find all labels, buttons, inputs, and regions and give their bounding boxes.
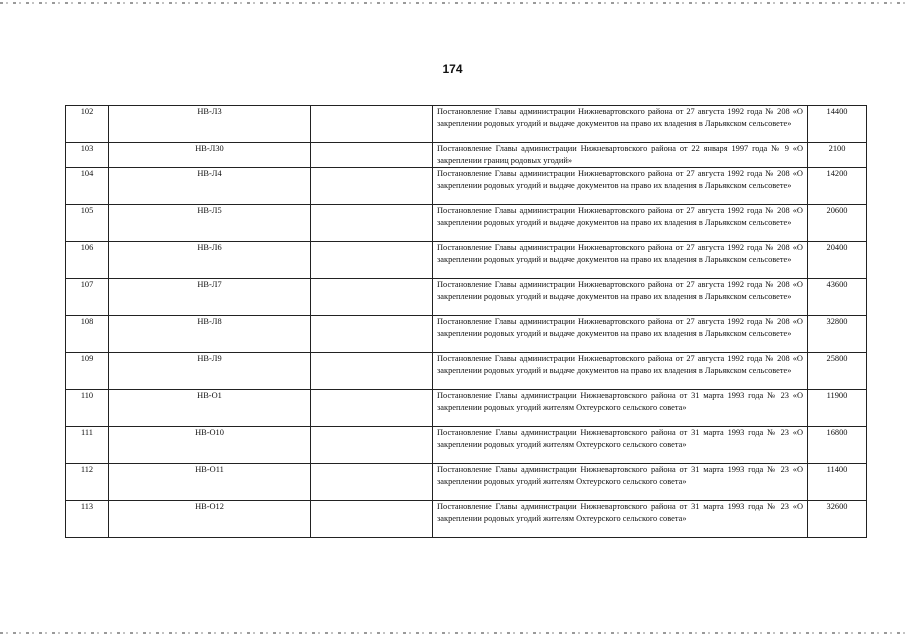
empty-cell	[311, 390, 433, 427]
document-cell: Постановление Главы администрации Нижневартовского района от 27 августа 1992 года № 208 «О закреплении родовых угодий и выдаче документов на право их владения в Ларьякском сельсовете»	[433, 353, 808, 390]
empty-cell	[311, 353, 433, 390]
table-row	[66, 242, 867, 279]
land-code-cell: НВ-Л8	[109, 316, 311, 353]
land-code-cell: НВ-Л3	[109, 106, 311, 143]
table-row	[66, 501, 867, 538]
empty-cell	[311, 464, 433, 501]
table-row	[66, 316, 867, 353]
row-number-cell: 112	[66, 464, 109, 501]
land-code-cell: НВ-О11	[109, 464, 311, 501]
empty-cell	[311, 316, 433, 353]
area-cell: 14400	[808, 106, 867, 143]
area-cell: 43600	[808, 279, 867, 316]
area-cell: 25800	[808, 353, 867, 390]
empty-cell	[311, 143, 433, 168]
document-cell: Постановление Главы администрации Нижневартовского района от 27 августа 1992 года № 208 «О закреплении родовых угодий и выдаче документов на право их владения в Ларьякском сельсовете»	[433, 279, 808, 316]
table-row	[66, 106, 867, 143]
land-code-cell: НВ-Л7	[109, 279, 311, 316]
area-cell: 16800	[808, 427, 867, 464]
document-cell: Постановление Главы администрации Нижневартовского района от 27 августа 1992 года № 208 «О закреплении родовых угодий и выдаче документов на право их владения в Ларьякском сельсовете»	[433, 168, 808, 205]
land-code-cell: НВ-Л4	[109, 168, 311, 205]
row-number-cell: 102	[66, 106, 109, 143]
document-cell: Постановление Главы администрации Нижневартовского района от 27 августа 1992 года № 208 «О закреплении родовых угодий и выдаче документов на право их владения в Ларьякском сельсовете»	[433, 242, 808, 279]
table-row	[66, 205, 867, 242]
row-number-cell: 113	[66, 501, 109, 538]
land-code-cell: НВ-Л30	[109, 143, 311, 168]
area-cell: 14200	[808, 168, 867, 205]
document-cell: Постановление Главы администрации Нижневартовского района от 27 августа 1992 года № 208 «О закреплении родовых угодий и выдаче документов на право их владения в Ларьякском сельсовете»	[433, 205, 808, 242]
row-number-cell: 103	[66, 143, 109, 168]
row-number-cell: 109	[66, 353, 109, 390]
document-cell: Постановление Главы администрации Нижневартовского района от 31 марта 1993 года № 23 «О закреплении родовых угодий жителям Охтеурского сельского совета»	[433, 390, 808, 427]
row-number-cell: 108	[66, 316, 109, 353]
document-cell: Постановление Главы администрации Нижневартовского района от 31 марта 1993 года № 23 «О закреплении родовых угодий жителям Охтеурского сельского совета»	[433, 464, 808, 501]
table-row	[66, 464, 867, 501]
table-row	[66, 390, 867, 427]
document-cell: Постановление Главы администрации Нижневартовского района от 22 января 1997 года № 9 «О закреплении границ родовых угодий»	[433, 143, 808, 168]
empty-cell	[311, 501, 433, 538]
land-code-cell: НВ-О10	[109, 427, 311, 464]
document-cell: Постановление Главы администрации Нижневартовского района от 31 марта 1993 года № 23 «О закреплении родовых угодий жителям Охтеурского сельского совета»	[433, 427, 808, 464]
land-code-cell: НВ-Л5	[109, 205, 311, 242]
area-cell: 11400	[808, 464, 867, 501]
area-cell: 32600	[808, 501, 867, 538]
table-row	[66, 143, 867, 168]
empty-cell	[311, 427, 433, 464]
document-cell: Постановление Главы администрации Нижневартовского района от 27 августа 1992 года № 208 «О закреплении родовых угодий и выдаче документов на право их владения в Ларьякском сельсовете»	[433, 106, 808, 143]
empty-cell	[311, 279, 433, 316]
empty-cell	[311, 168, 433, 205]
row-number-cell: 105	[66, 205, 109, 242]
empty-cell	[311, 106, 433, 143]
table-row	[66, 279, 867, 316]
row-number-cell: 110	[66, 390, 109, 427]
scan-edge-bottom	[0, 632, 905, 634]
row-number-cell: 107	[66, 279, 109, 316]
land-code-cell: НВ-Л6	[109, 242, 311, 279]
land-code-cell: НВ-О1	[109, 390, 311, 427]
scan-edge-top	[0, 2, 905, 4]
area-cell: 2100	[808, 143, 867, 168]
registry-table	[65, 105, 867, 538]
row-number-cell: 106	[66, 242, 109, 279]
area-cell: 32800	[808, 316, 867, 353]
empty-cell	[311, 242, 433, 279]
row-number-cell: 111	[66, 427, 109, 464]
area-cell: 20400	[808, 242, 867, 279]
land-code-cell: НВ-Л9	[109, 353, 311, 390]
table-row	[66, 168, 867, 205]
table-row	[66, 427, 867, 464]
table-row	[66, 353, 867, 390]
document-cell: Постановление Главы администрации Нижневартовского района от 31 марта 1993 года № 23 «О закреплении родовых угодий жителям Охтеурского сельского совета»	[433, 501, 808, 538]
empty-cell	[311, 205, 433, 242]
page-number: 174	[442, 62, 463, 76]
land-code-cell: НВ-О12	[109, 501, 311, 538]
row-number-cell: 104	[66, 168, 109, 205]
area-cell: 20600	[808, 205, 867, 242]
document-cell: Постановление Главы администрации Нижневартовского района от 27 августа 1992 года № 208 «О закреплении родовых угодий и выдаче документов на право их владения в Ларьякском сельсовете»	[433, 316, 808, 353]
area-cell: 11900	[808, 390, 867, 427]
